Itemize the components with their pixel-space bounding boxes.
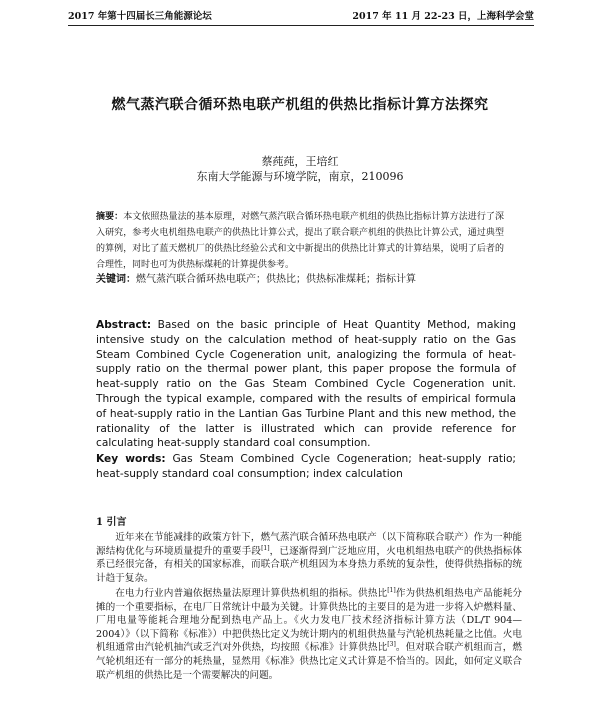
citation-ref: [3] bbox=[387, 641, 396, 649]
intro-p1-text-b: ，已逐渐得到广泛地应用，火电机组热电联产的供热指标体系已经很完备，有相关的国家标准，而联合联产机组因为本身热力系统的复杂性，使得供热指标的统计趋于复杂。 bbox=[96, 545, 523, 584]
chinese-keywords-text: 燃气蒸汽联合循环热电联产；供热比；供热标准煤耗；指标计算 bbox=[136, 274, 416, 285]
intro-paragraph-2 bbox=[96, 587, 522, 682]
chinese-abstract-label: 摘要： bbox=[96, 212, 124, 222]
intro-paragraph-1 bbox=[96, 531, 522, 585]
author-affiliation: 东南大学能源与环境学院，南京，210096 bbox=[196, 170, 404, 183]
section-heading-introduction: 1 引言 bbox=[96, 517, 127, 528]
chinese-keywords-label: 关键词： bbox=[96, 274, 136, 285]
citation-ref: [1] bbox=[261, 544, 270, 552]
chinese-keywords bbox=[96, 273, 504, 287]
english-keywords-label: Key words: bbox=[96, 453, 166, 465]
running-header bbox=[68, 8, 534, 26]
chinese-abstract-text: 本文依照热量法的基本原理，对燃气蒸汽联合循环热电联产机组的供热比指标计算方法进行了深入研究，参考火电机组热电联产的供热比计算公式，提出了联合联产机组的供热比计算公式，通过典型的算例，对比了蓝天燃机厂的供热比经验公式和文中新提出的供热比计算式的计算结果，说明了后者的合理性，同时也可为供热标煤耗的计算提供参考。 bbox=[96, 212, 504, 270]
header-date-venue: 2017 年 11 月 22-23 日，上海科学会堂 bbox=[352, 11, 534, 22]
intro-p2-text-a: 在电力行业内普遍依据热量法原理计算供热机组的指标。供热比 bbox=[115, 588, 388, 599]
english-keywords bbox=[96, 452, 516, 482]
english-abstract-label: Abstract: bbox=[96, 319, 152, 331]
intro-p1-text-a: 近年来在节能减排的政策方针下，燃气蒸汽联合循环热电联产（以下简称联合联产）作为一种能源结构优化与环境质量提升的重要手段 bbox=[96, 532, 522, 557]
intro-p2-text-b: 作为供热机组热电产品能耗分摊的一个重要指标，在电厂日常统计中最为关键。计算供热比的主要目的是为进一步将入炉燃料量、厂用电量等能耗合理地分配到热电产品上。《火力发电厂技术经济指标计算方法（DL/T 904—2004）》（以下简称《标准》）中把供热比定义为统计期内的机组供热量与汽轮机热耗量之比值。火电机组通常由汽轮机抽汽或乏汽对外供热，均按照《标准》计算供热比 bbox=[96, 588, 523, 654]
paper-title: 燃气蒸汽联合循环热电联产机组的供热比指标计算方法探究 bbox=[111, 97, 489, 113]
header-conference: 2017 年第十四届长三角能源论坛 bbox=[68, 11, 212, 22]
chinese-abstract bbox=[96, 209, 504, 273]
english-abstract bbox=[96, 318, 516, 451]
author-list: 蔡莼莼，王培红 bbox=[261, 155, 339, 168]
english-abstract-text: Based on the basic principle of Heat Quantity Method, making intensive study on the calculation method of heat-supply ratio on the Gas Steam Combined Cycle Cogeneration unit, analogizing the formula of heat-supply ratio on the thermal power plant, this paper propose the formula of heat-supply ratio on the Gas Steam Combined Cycle Cogeneration unit. Through the typical example, compared with the results of empirical formula of heat-supply ratio in the Lantian Gas Turbine Plant and this new method, the rationality of the latter is illustrated which can provide reference for calculating heat-supply standard coal consumption. bbox=[96, 319, 516, 450]
english-keywords-text: Gas Steam Combined Cycle Cogeneration; heat-supply ratio; heat-supply standard coal consumption; index calculation bbox=[96, 453, 517, 480]
intro-p2-text-c: 。但对联合联产机组而言，燃气轮机组还有一部分的耗热量，显然用《标准》供热比定义式计算是不恰当的。因此，如何定义联合联产机组的供热比是一个需要解决的问题。 bbox=[96, 642, 523, 681]
citation-ref: [1] bbox=[387, 586, 396, 594]
